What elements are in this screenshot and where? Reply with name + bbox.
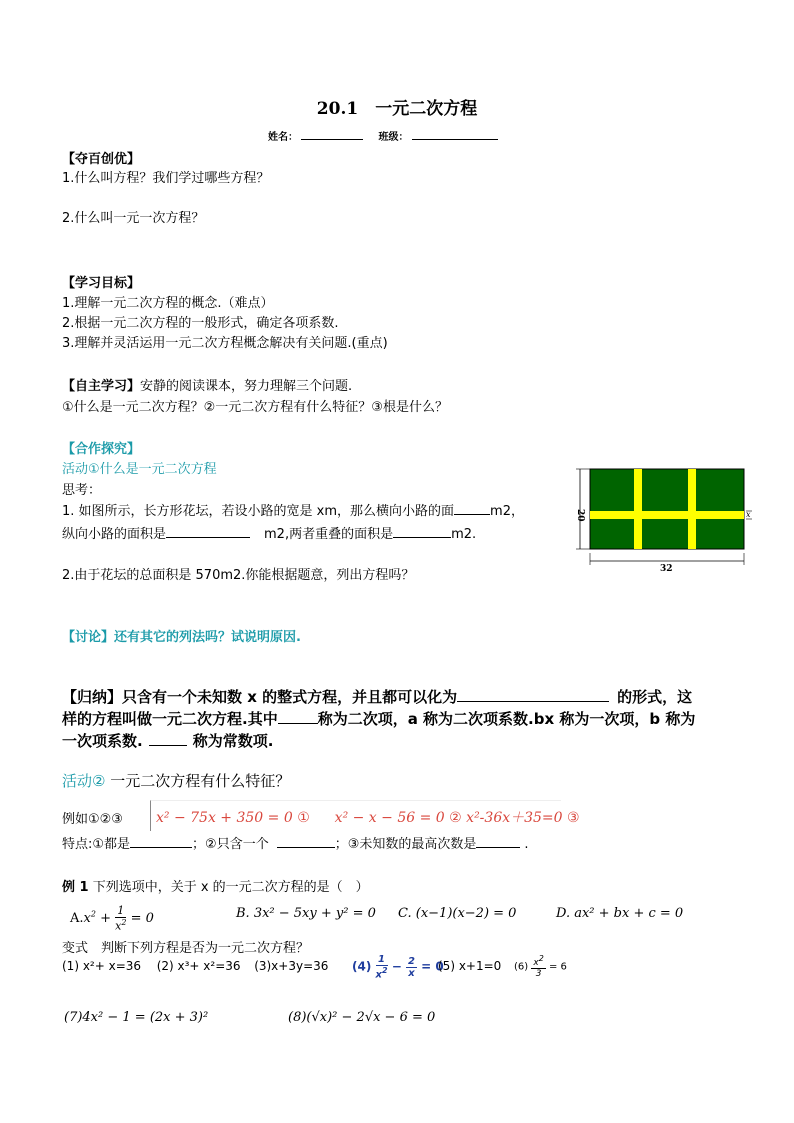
goals-heading: 【学习目标】 <box>62 276 141 291</box>
student-info-line <box>268 128 498 143</box>
summary-text-5: 一次项系数. <box>62 732 143 750</box>
activity2-heading <box>62 770 290 791</box>
explore-q1-line1 <box>62 500 524 519</box>
equation-2: x² − x − 56 = 0 <box>334 810 445 826</box>
class-label: 班级： <box>378 132 409 143</box>
fraction-x2-over-3: $\frac{x^2}{3}$ <box>533 954 544 979</box>
goal-item-1: 1.理解一元二次方程的概念.（难点） <box>62 296 274 311</box>
summary-text-3: 样的方程叫做一元二次方程.其中 <box>62 710 278 728</box>
example-equations <box>156 807 580 827</box>
garden-field <box>590 469 744 549</box>
answer-blank-horizontal <box>454 502 490 515</box>
option-c: C. (x−1)(x−2) = 0 <box>398 906 517 921</box>
equation-2-mark: ② <box>449 810 462 826</box>
example1-text: 下列选项中，关于 x 的一元二次方程的是（ ） <box>92 880 369 895</box>
self-study-line <box>62 375 352 394</box>
fraction-1-over-x2: $\frac{1}{x^2}$ <box>115 904 127 933</box>
self-study-text: 安静的阅读课本，努力理解三个问题. <box>140 379 353 394</box>
summary-line2 <box>62 708 695 729</box>
warmup-heading: 【夺百创优】 <box>62 152 141 167</box>
self-study-heading: 【自主学习】 <box>62 379 141 394</box>
option-a: $A.x^2$ + $\frac{1}{x^2}$ = 0 <box>70 904 154 933</box>
discuss-prompt: 【讨论】还有其它的列法吗？试说明原因. <box>62 630 301 645</box>
summary-blank-constant <box>149 733 187 746</box>
option-a-label: A. <box>70 910 84 926</box>
summary-text-6: 称为常数项. <box>192 732 274 750</box>
variant-item-8: (8)(√x)² − 2√x − 6 = 0 <box>288 1010 436 1025</box>
option-b: B. 3x² − 5xy + y² = 0 <box>236 906 376 921</box>
goal-item-3: 3.理解并灵活运用一元二次方程概念解决有关问题.(重点) <box>62 336 388 351</box>
activity2-label: 活动② <box>62 772 106 790</box>
answer-blank-overlap <box>393 525 451 538</box>
goal-item-2: 2.根据一元二次方程的一般形式，确定各项系数. <box>62 316 339 331</box>
summary-text-4: 称为二次项，a 称为二次项系数.bx 称为一次项，b 称为 <box>317 710 696 728</box>
fraction-1-over-x2: $\frac{1}{x^2}$ <box>375 954 388 981</box>
summary-blank-quadratic-term <box>278 711 318 724</box>
explore-q1-overlap-text: m2,两者重叠的面积是 <box>264 527 394 542</box>
unit-label: m2. <box>451 527 477 542</box>
think-label: 思考： <box>62 483 102 498</box>
features-end: . <box>524 837 529 852</box>
explore-q1-text: 1. 如图所示，长方形花坛，若设小路的宽是 xm，那么横向小路的面 <box>62 504 455 519</box>
garden-figure <box>572 465 752 575</box>
summary-text-2: 的形式，这 <box>617 688 693 706</box>
name-label: 姓名： <box>268 132 298 143</box>
example1-label: 例 1 <box>62 880 89 895</box>
variant-item-6: (6) $\frac{x^2}{3}$ = 6 <box>514 954 567 979</box>
explore-q2: 2.由于花坛的总面积是 570m2.你能根据题意，列出方程吗？ <box>62 568 415 583</box>
explore-q1-vertical-text: 纵向小路的面积是 <box>62 527 167 542</box>
unit-label: m2， <box>490 504 524 519</box>
equation-1: x² − 75x + 350 = 0 <box>156 810 293 826</box>
explore-heading: 【合作探究】 <box>62 442 141 457</box>
features-blank-3 <box>476 835 520 848</box>
option-d: D. ax² + bx + c = 0 <box>556 906 684 921</box>
self-study-questions: ①什么是一元二次方程？②一元二次方程有什么特征？③根是什么？ <box>62 400 448 415</box>
x-label: x <box>746 510 751 519</box>
class-blank <box>412 128 498 140</box>
example1-line <box>62 876 369 895</box>
equation-3: x²-36x＋35=0 <box>466 810 563 826</box>
summary-blank-form <box>457 689 609 702</box>
summary-text-1: 【归纳】只含有一个未知数 x 的整式方程，并且都可以化为 <box>62 688 458 706</box>
variant-item-7: (7)4x² − 1 = (2x + 3)² <box>64 1010 209 1025</box>
variant-heading: 变式 判断下列方程是否为一元二次方程？ <box>62 941 310 956</box>
variant-item-4-label: (4) <box>352 959 372 974</box>
summary-line3 <box>62 730 273 751</box>
variant-item-6-label: (6) <box>514 961 529 973</box>
equation-3-mark: ③ <box>567 810 580 826</box>
features-line <box>62 833 529 852</box>
features-text-1: 特点:①都是 <box>62 837 131 852</box>
variant-item-3: (3)x+3y=36 <box>254 959 329 973</box>
height-label: 20 <box>575 509 585 522</box>
answer-blank-vertical <box>166 525 250 538</box>
features-text-2: ；②只含一个 <box>192 837 269 852</box>
summary-line1 <box>62 686 692 707</box>
width-label: 32 <box>660 564 673 574</box>
variant-item-4: (4) $\frac{1}{x^2}$ − $\frac{2}{x}$ = 0 <box>352 954 444 981</box>
warmup-q1: 1.什么叫方程？我们学过哪些方程？ <box>62 171 270 186</box>
equation-1-mark: ① <box>297 810 310 826</box>
horizontal-path <box>590 511 744 519</box>
explore-q1-line2 <box>62 523 476 542</box>
variant-items <box>62 959 328 973</box>
warmup-q2: 2.什么叫一元一次方程？ <box>62 211 205 226</box>
features-blank-1 <box>130 835 192 848</box>
examples-label: 例如①②③ <box>62 812 123 827</box>
name-blank <box>301 128 363 140</box>
vertical-path-1 <box>634 469 642 549</box>
vertical-path-2 <box>688 469 696 549</box>
features-text-3: ；③未知数的最高次数是 <box>334 837 477 852</box>
features-blank-2 <box>277 835 335 848</box>
variant-item-1: (1) x²+ x=36 <box>62 959 142 973</box>
activity2-text: 一元二次方程有什么特征？ <box>110 772 291 790</box>
variant-item-2: (2) x³+ x²=36 <box>156 959 241 973</box>
activity1-title: 活动①什么是一元二次方程 <box>62 462 217 477</box>
variant-item-5: (5) x+1=0 <box>438 959 502 973</box>
page-title: 20.1 一元二次方程 <box>316 99 478 119</box>
fraction-2-over-x: $\frac{2}{x}$ <box>407 955 415 979</box>
